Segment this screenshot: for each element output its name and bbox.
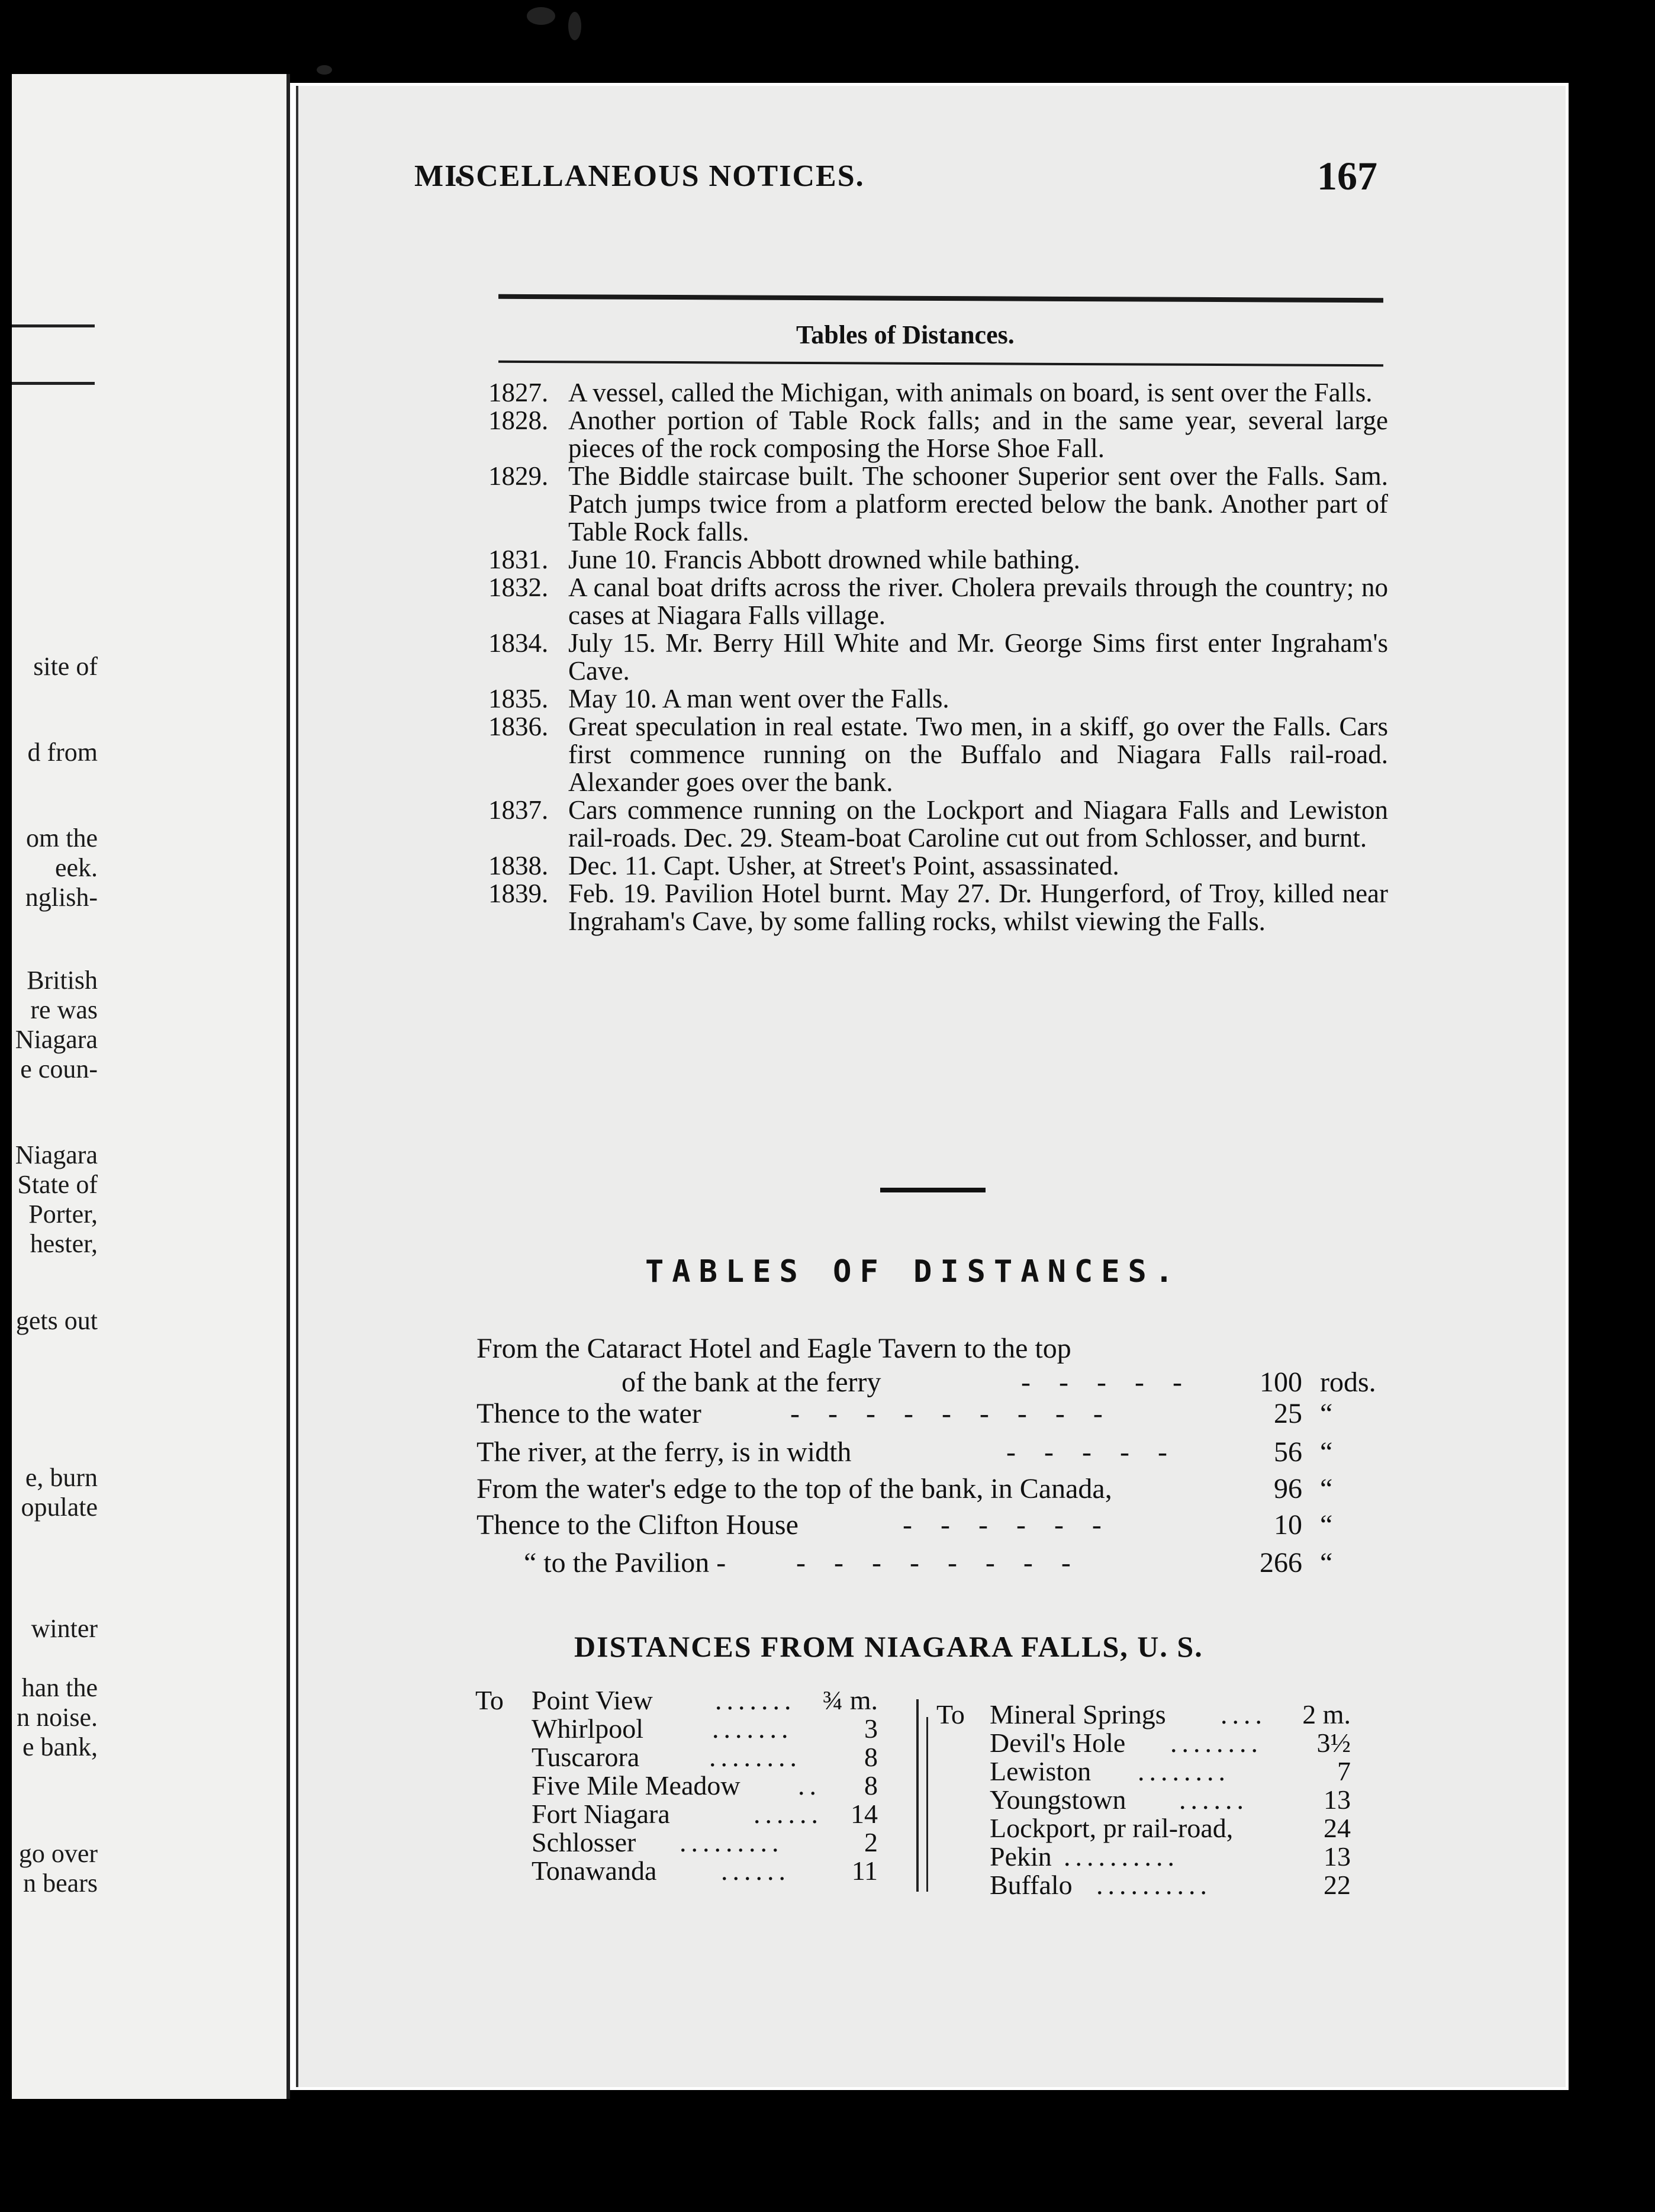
place-name: Youngstown: [990, 1785, 1126, 1815]
place-row: [936, 1871, 1374, 1899]
distance-leader: - - - - - -: [903, 1509, 1112, 1541]
distance-value: 10: [1274, 1509, 1302, 1541]
entry-text: Cars commence running on the Lockport and Niagara Falls and Lewiston rail-roads. Dec. 29. Steam-boat Caroline cut out from Schlosser, and burnt.: [568, 795, 1388, 853]
distance-unit: “: [1320, 1509, 1333, 1541]
previous-page-text-fragment: han the: [21, 1673, 98, 1702]
distance-leader: - - - - -: [1006, 1436, 1178, 1468]
entry-text: Great speculation in real estate. Two men, in a skiff, go over the Falls. Cars first commence running on the Buffalo and Niagara Falls rail-road. Alexander goes over the bank.: [568, 712, 1388, 797]
distance-row: [476, 1472, 1406, 1509]
entry-text: A vessel, called the Michigan, with animals on board, is sent over the Falls.: [568, 378, 1373, 407]
entry-text: Dec. 11. Capt. Usher, at Street's Point, assassinated.: [568, 851, 1119, 880]
previous-page-text-fragment: e coun-: [20, 1054, 98, 1084]
niagara-left-column: [475, 1686, 890, 1885]
previous-page-text-fragment: d from: [27, 738, 98, 767]
chronology-entry: [488, 880, 1388, 935]
place-miles: 11: [851, 1856, 878, 1886]
place-row: [936, 1786, 1374, 1814]
place-row: [936, 1700, 1374, 1729]
place-miles: 2 m.: [1302, 1699, 1351, 1729]
place-miles: 3: [864, 1713, 878, 1744]
entry-year: 1829.: [488, 461, 549, 491]
place-miles: 24: [1324, 1813, 1351, 1843]
previous-page-text-fragment: State of: [17, 1170, 98, 1199]
entry-text: June 10. Francis Abbott drowned while bathing.: [568, 545, 1080, 574]
place-miles: 2: [864, 1827, 878, 1857]
place-prefix: To: [475, 1685, 504, 1715]
entry-year: 1834.: [488, 628, 549, 658]
section-separator: [880, 1188, 986, 1192]
scan-background-bottom: [0, 2090, 1655, 2212]
previous-page-text-fragment: n noise.: [17, 1703, 98, 1732]
chronology-entry: [488, 796, 1388, 852]
place-miles: 22: [1324, 1870, 1351, 1900]
previous-page-text-fragment: opulate: [21, 1493, 98, 1522]
tables-title: TABLES OF DISTANCES.: [645, 1254, 1182, 1290]
place-name: Whirlpool: [532, 1713, 644, 1744]
scan-background-top: [0, 0, 1655, 83]
distance-row: [476, 1397, 1406, 1434]
place-name: Tonawanda: [532, 1856, 657, 1886]
previous-page-text-fragment: gets out: [15, 1306, 98, 1335]
previous-page-text-fragment: go over: [18, 1839, 98, 1868]
place-miles: 3½: [1316, 1728, 1351, 1758]
previous-page-text-fragment: British: [27, 966, 98, 995]
chronology-entry: [488, 407, 1388, 462]
niagara-right-column: [936, 1700, 1374, 1899]
place-name: Schlosser: [532, 1827, 636, 1857]
place-leader: ......: [721, 1856, 790, 1886]
entry-year: 1836.: [488, 712, 549, 741]
place-name: Lockport, pr rail-road,: [990, 1813, 1234, 1843]
distance-row: [476, 1509, 1406, 1545]
place-leader: ......: [754, 1799, 823, 1829]
column-divider: [916, 1699, 919, 1892]
place-miles: 8: [864, 1770, 878, 1801]
place-name: Devil's Hole: [990, 1728, 1126, 1758]
entry-text: Feb. 19. Pavilion Hotel burnt. May 27. Dr. Hungerford, of Troy, killed near Ingraham's Cave, by some falling rocks, whilst viewing the Falls.: [568, 879, 1388, 936]
distance-label: of the bank at the ferry: [622, 1367, 881, 1398]
place-row: [936, 1729, 1374, 1757]
place-row: [475, 1857, 890, 1885]
previous-page-text-fragment: winter: [31, 1614, 98, 1643]
distance-label: Thence to the water: [476, 1398, 701, 1429]
running-title: MISCELLANEOUS NOTICES.: [414, 159, 865, 193]
distance-unit: rods.: [1320, 1367, 1376, 1398]
place-leader: ......: [1179, 1785, 1248, 1815]
distance-leader: - - - - -: [1021, 1367, 1193, 1398]
entry-year: 1837.: [488, 795, 549, 825]
place-miles: 13: [1324, 1841, 1351, 1872]
place-name: Pekin: [990, 1841, 1052, 1872]
distance-first-line: [476, 1332, 1406, 1369]
place-leader: .......: [715, 1685, 796, 1715]
distance-label: Thence to the Clifton House: [476, 1509, 798, 1541]
distance-value: 266: [1260, 1547, 1302, 1578]
scan-speck: [527, 7, 555, 25]
distance-value: 100: [1260, 1367, 1302, 1398]
distance-row: [476, 1436, 1406, 1472]
entry-text: July 15. Mr. Berry Hill White and Mr. George Sims first enter Ingraham's Cave.: [568, 628, 1388, 686]
place-leader: ........: [709, 1742, 801, 1772]
place-leader: ........: [1170, 1728, 1263, 1758]
place-name: Point View: [532, 1685, 653, 1715]
entry-text: May 10. A man went over the Falls.: [568, 684, 949, 713]
entry-year: 1828.: [488, 406, 549, 435]
chronology-entry: [488, 574, 1388, 629]
distance-leader: - - - - - - - - -: [790, 1398, 1113, 1429]
entry-text: A canal boat drifts across the river. Cholera prevails through the country; no cases at Niagara Falls village.: [568, 573, 1388, 630]
distance-unit: “: [1320, 1398, 1333, 1429]
place-leader: ..: [798, 1770, 821, 1801]
distance-label: From the water's edge to the top of the bank, in Canada,: [476, 1473, 1112, 1504]
place-row: [936, 1843, 1374, 1871]
place-miles: ¾ m.: [822, 1685, 878, 1715]
previous-page: [12, 74, 290, 2099]
place-name: Lewiston: [990, 1756, 1091, 1786]
entry-year: 1839.: [488, 879, 549, 908]
previous-page-text-fragment: hester,: [30, 1229, 98, 1258]
entry-year: 1831.: [488, 545, 549, 574]
place-name: Fort Niagara: [532, 1799, 670, 1829]
place-miles: 14: [851, 1799, 878, 1829]
place-name: Tuscarora: [532, 1742, 640, 1772]
distance-unit: “: [1320, 1547, 1333, 1578]
distance-label: The river, at the ferry, is in width: [476, 1436, 852, 1468]
chronology-entry: [488, 713, 1388, 796]
column-divider: [926, 1717, 928, 1892]
place-row: [936, 1757, 1374, 1786]
place-row: [475, 1771, 890, 1800]
place-leader: .......: [712, 1713, 793, 1744]
place-row: [475, 1743, 890, 1771]
chronology-entry: [488, 852, 1388, 880]
entry-text: Another portion of Table Rock falls; and in the same year, several large pieces of the rock composing the Horse Shoe Fall.: [568, 406, 1388, 463]
previous-page-text-fragment: Porter,: [28, 1200, 98, 1229]
entry-year: 1832.: [488, 573, 549, 602]
distance-value: 96: [1274, 1473, 1302, 1504]
previous-page-text-fragment: e bank,: [22, 1732, 98, 1761]
distance-value: 56: [1274, 1436, 1302, 1468]
scan-background-right: [1569, 0, 1655, 2212]
previous-page-text-fragment: Niagara: [15, 1025, 98, 1054]
distance-leader: - - - - - - - -: [796, 1547, 1081, 1578]
place-prefix: To: [936, 1699, 965, 1729]
previous-page-text-fragment: om the: [26, 824, 98, 853]
place-miles: 13: [1324, 1785, 1351, 1815]
distance-unit: “: [1320, 1473, 1333, 1504]
place-miles: 7: [1337, 1756, 1351, 1786]
place-name: Five Mile Meadow: [532, 1770, 740, 1801]
distance-first-line-text: From the Cataract Hotel and Eagle Tavern to the top: [476, 1333, 1071, 1364]
place-row: [475, 1686, 890, 1715]
entry-text: The Biddle staircase built. The schooner Superior sent over the Falls. Sam. Patch jumps twice from a platform erected below the bank. Another part of Table Rock falls.: [568, 461, 1388, 546]
place-leader: ........: [1138, 1756, 1230, 1786]
place-row: [936, 1814, 1374, 1843]
previous-page-text-fragment: site of: [33, 652, 98, 681]
chronology-entry: [488, 546, 1388, 574]
place-leader: ....: [1221, 1699, 1267, 1729]
place-leader: ..........: [1064, 1841, 1179, 1872]
place-name: Buffalo: [990, 1870, 1073, 1900]
distance-row: [476, 1547, 1406, 1583]
entry-year: 1835.: [488, 684, 549, 713]
entry-year: 1838.: [488, 851, 549, 880]
previous-page-text-fragment: nglish-: [25, 883, 98, 912]
place-miles: 8: [864, 1742, 878, 1772]
place-row: [475, 1715, 890, 1743]
previous-page-text-fragment: re was: [30, 995, 98, 1024]
entry-year: 1827.: [488, 378, 549, 407]
subheading: Tables of Distances.: [796, 320, 1015, 349]
place-name: Mineral Springs: [990, 1699, 1166, 1729]
scan-speck: [317, 65, 332, 75]
place-leader: .........: [680, 1827, 784, 1857]
chronology-entry: [488, 462, 1388, 546]
scan-speck: [568, 12, 581, 40]
previous-page-text-fragment: e, burn: [25, 1463, 98, 1492]
previous-page-text-fragment: n bears: [23, 1869, 98, 1898]
distance-value: 25: [1274, 1398, 1302, 1429]
previous-page-rule: [12, 382, 95, 385]
place-row: [475, 1800, 890, 1828]
previous-page-text-fragment: eek.: [54, 853, 98, 882]
page-number: 167: [1317, 153, 1377, 198]
previous-page-rule: [12, 324, 95, 327]
chronology-list: [488, 379, 1388, 935]
place-row: [475, 1828, 890, 1857]
distance-label: “ to the Pavilion -: [524, 1547, 726, 1578]
chronology-entry: [488, 629, 1388, 685]
niagara-title: DISTANCES FROM NIAGARA FALLS, U. S.: [574, 1630, 1203, 1663]
previous-page-text-fragment: Niagara: [15, 1140, 98, 1169]
chronology-entry: [488, 379, 1388, 407]
distance-unit: “: [1320, 1436, 1333, 1468]
chronology-entry: [488, 685, 1388, 713]
place-leader: ..........: [1096, 1870, 1212, 1900]
